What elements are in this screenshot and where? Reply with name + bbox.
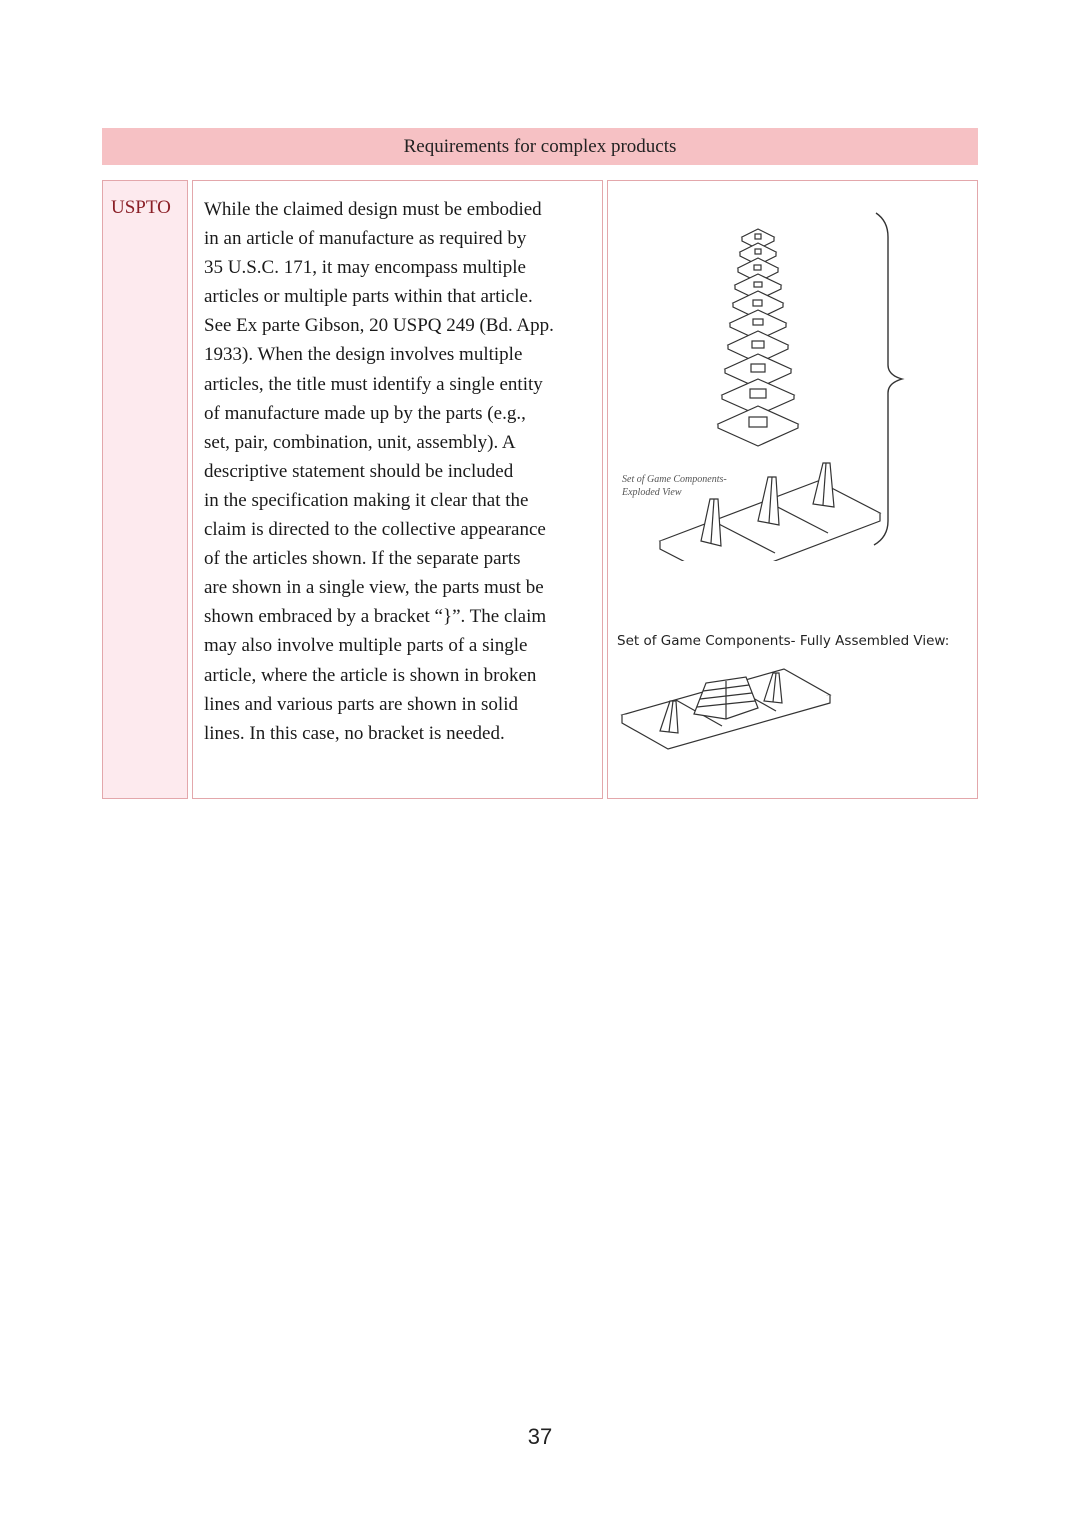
- paragraph-line: may also involve multiple parts of a single: [204, 635, 528, 657]
- office-label: USPTO: [111, 197, 171, 218]
- paragraph-line: 35 U.S.C. 171, it may encompass multiple: [204, 257, 526, 279]
- exploded-caption-line: Set of Game Components-: [622, 474, 727, 485]
- paragraph-line: claim is directed to the collective appearance: [204, 519, 546, 541]
- paragraph-line: in the specification making it clear that the: [204, 489, 529, 511]
- layer: [718, 406, 798, 446]
- paragraph-line: See Ex parte Gibson, 20 USPQ 249 (Bd. App.: [204, 315, 554, 337]
- bracket-icon: [874, 213, 902, 545]
- paragraph-line: in an article of manufacture as required by: [204, 228, 527, 250]
- requirement-paragraph: [204, 195, 596, 748]
- table-title-bar: [102, 128, 978, 165]
- paragraph-line: of the articles shown. If the separate parts: [204, 548, 521, 570]
- table-title: Requirements for complex products: [403, 135, 677, 157]
- exploded-caption-line: Exploded View: [622, 487, 682, 498]
- paragraph-line: shown embraced by a bracket “}”. The claim: [204, 606, 547, 628]
- figure-cell: [607, 180, 978, 799]
- exploded-view-drawing: [608, 181, 977, 561]
- requirement-text-cell: [192, 180, 603, 799]
- paragraph-line: 1933). When the design involves multiple: [204, 344, 523, 366]
- cone: [758, 477, 779, 525]
- paragraph-line: articles, the title must identify a single entity: [204, 373, 543, 395]
- stacked-layers: [718, 229, 798, 446]
- paragraph-line: are shown in a single view, the parts must be: [204, 577, 544, 599]
- paragraph-line: articles or multiple parts within that article.: [204, 286, 533, 308]
- paragraph-line: descriptive statement should be included: [204, 460, 514, 482]
- page-number: 37: [527, 1424, 553, 1449]
- paragraph-line: While the claimed design must be embodied: [204, 199, 542, 220]
- assembled-view-caption: Set of Game Components- Fully Assembled View:: [617, 633, 950, 649]
- paragraph-line: lines. In this case, no bracket is needed.: [204, 722, 505, 744]
- cone: [701, 499, 721, 546]
- exploded-view-caption: [622, 473, 727, 499]
- paragraph-line: article, where the article is shown in broken: [204, 664, 537, 686]
- paragraph-line: of manufacture made up by the parts (e.g.,: [204, 402, 526, 424]
- paragraph-line: lines and various parts are shown in solid: [204, 693, 518, 715]
- assembled-view-drawing: [608, 651, 977, 771]
- office-cell: [102, 180, 188, 799]
- paragraph-line: set, pair, combination, unit, assembly). A: [204, 431, 516, 453]
